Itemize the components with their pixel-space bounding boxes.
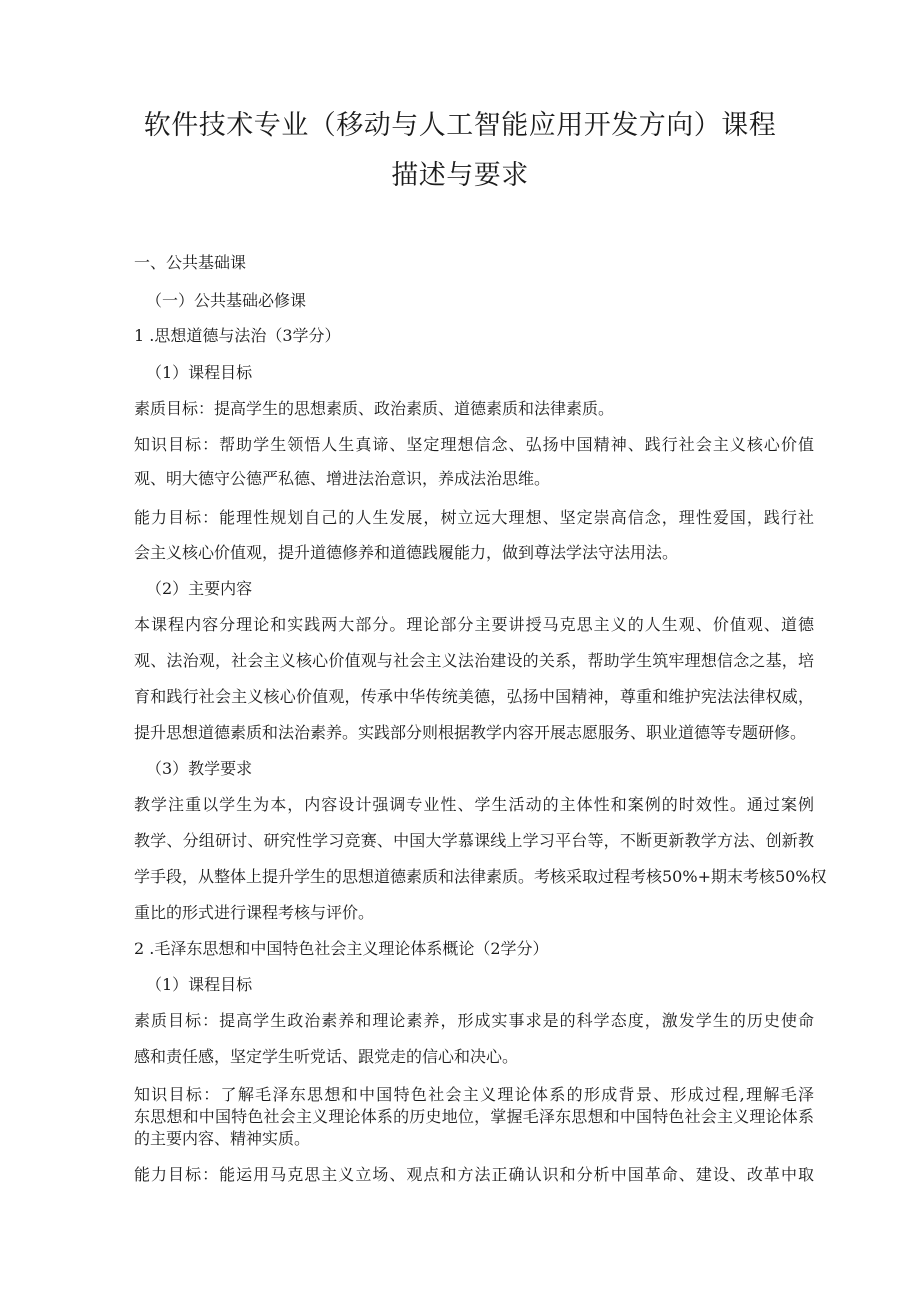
- doc-title-line-1: 软件技术专业（移动与人工智能应用开发方向）课程: [143, 110, 777, 141]
- course1-requirements-line4: 重比的形式进行课程考核与评价。: [134, 903, 375, 922]
- course2-quality-goal-line1: 素质目标：提高学生政治素养和理论素养，形成实事求是的科学态度，激发学生的历史使命: [134, 1011, 814, 1030]
- course1-content-line2: 观、法治观，社会主义核心价值观与社会主义法治建设的关系，帮助学生筑牢理想信念之基，培: [134, 651, 814, 670]
- course1-knowledge-goal-line2: 观、明大德守公德严私德、增进法治意识，养成法治思维。: [134, 469, 551, 488]
- course2-goals-heading: （1）课程目标: [146, 975, 253, 994]
- course1-content-line1: 本课程内容分理论和实践两大部分。理论部分主要讲授马克思主义的人生观、价值观、道德: [134, 615, 814, 634]
- course1-ability-goal-line1: 能力目标：能理性规划自己的人生发展，树立远大理想、坚定崇高信念，理性爱国，践行社: [134, 508, 814, 527]
- course2-knowledge-goal-line3: 的主要内容、精神实质。: [134, 1129, 311, 1148]
- course-title-2: 2 .毛泽东思想和中国特色社会主义理论体系概论（2学分）: [134, 939, 549, 958]
- course1-knowledge-goal-line1: 知识目标：帮助学生领悟人生真谛、坚定理想信念、弘扬中国精神、践行社会主义核心价值: [134, 435, 814, 454]
- course1-requirements-line3: 学手段，从整体上提升学生的思想道德素质和法律素质。考核采取过程考核50%+期末考核50%权: [134, 867, 827, 886]
- course2-ability-goal-line1: 能力目标：能运用马克思主义立场、观点和方法正确认识和分析中国革命、建设、改革中取: [134, 1165, 814, 1184]
- course2-knowledge-goal-line1: 知识目标：了解毛泽东思想和中国特色社会主义理论体系的形成背景、形成过程,理解毛泽: [134, 1085, 814, 1104]
- course1-ability-goal-line2: 会主义核心价值观，提升道德修养和道德践履能力，做到尊法学法守法用法。: [134, 543, 679, 562]
- course1-goals-heading: （1）课程目标: [146, 363, 253, 382]
- subsection-heading: （一）公共基础必修课: [146, 291, 307, 310]
- course2-knowledge-goal-line2: 东思想和中国特色社会主义理论体系的历史地位，掌握毛泽东思想和中国特色社会主义理论体系: [134, 1107, 814, 1126]
- doc-title-line-2: 描述与要求: [391, 160, 529, 191]
- course2-quality-goal-line2: 感和责任感，坚定学生听党话、跟党走的信心和决心。: [134, 1047, 519, 1066]
- course1-quality-goal: 素质目标：提高学生的思想素质、政治素质、道德素质和法律素质。: [134, 399, 615, 418]
- course1-content-line4: 提升思想道德素质和法治素养。实践部分则根据教学内容开展志愿服务、职业道德等专题研修。: [134, 723, 807, 742]
- section-heading: 一、公共基础课: [134, 253, 247, 272]
- course1-requirements-line2: 教学、分组研讨、研究性学习竞赛、中国大学慕课线上学习平台等，不断更新教学方法、创新教: [134, 831, 814, 850]
- course1-content-line3: 育和践行社会主义核心价值观，传承中华传统美德，弘扬中国精神，尊重和维护宪法法律权威，: [134, 687, 814, 706]
- course-title-1: 1 .思想道德与法治（3学分）: [134, 326, 341, 345]
- course1-content-heading: （2）主要内容: [146, 579, 253, 598]
- course1-requirements-heading: （3）教学要求: [146, 759, 253, 778]
- course1-requirements-line1: 教学注重以学生为本，内容设计强调专业性、学生活动的主体性和案例的时效性。通过案例: [134, 795, 814, 814]
